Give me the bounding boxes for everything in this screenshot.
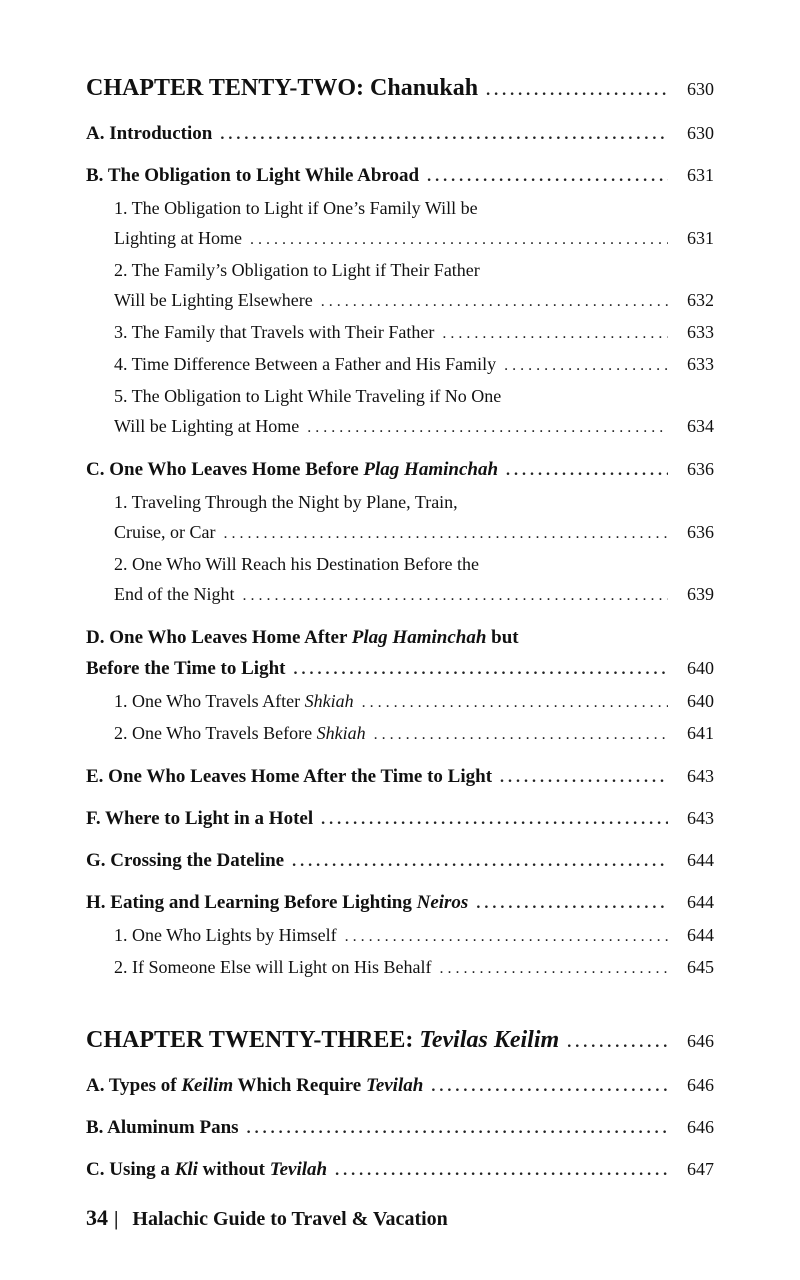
section-title: E. One Who Leaves Home After the Time to Light (86, 766, 493, 787)
subsection-h2[interactable] (86, 952, 714, 984)
page-number: 646 (687, 1075, 714, 1095)
table-of-contents (86, 70, 714, 1187)
page-number: 644 (687, 850, 714, 870)
chapter-22-entry[interactable] (86, 70, 714, 107)
chapter-23-entry[interactable] (86, 1022, 714, 1059)
subsection-line: 1. The Obligation to Light if One’s Family Will be (114, 198, 478, 218)
section-g[interactable] (86, 845, 714, 876)
section-title: C. One Who Leaves Home Before Plag Haminchah (86, 459, 499, 480)
subsection-line: 3. The Family that Travels with Their Father (114, 322, 435, 342)
leader-dots (486, 82, 668, 100)
subsection-line: Cruise, or Car (114, 522, 216, 542)
leader-dots (293, 661, 668, 679)
section-title: B. Aluminum Pans (86, 1117, 239, 1138)
page-number: 631 (687, 165, 714, 185)
subsection-d2[interactable] (86, 718, 714, 750)
page-number: 633 (687, 354, 714, 374)
section-a[interactable] (86, 118, 714, 149)
page-number: 630 (687, 123, 714, 143)
section-title-line2: Before the Time to Light (86, 658, 286, 679)
page-number: 631 (687, 228, 714, 248)
page-number: 646 (687, 1031, 714, 1051)
page-number: 643 (687, 766, 714, 786)
leader-dots (362, 688, 668, 718)
subsection-b4[interactable] (86, 349, 714, 381)
leader-dots (427, 168, 668, 186)
subsection-b3[interactable] (86, 317, 714, 349)
section-c[interactable] (86, 454, 714, 485)
leader-dots (374, 720, 668, 750)
section-title: D. One Who Leaves Home After Plag Haminchah but (86, 627, 519, 648)
leader-dots (442, 319, 668, 349)
page-number: 636 (687, 459, 714, 479)
page-number: 634 (687, 416, 714, 436)
section-d[interactable] (86, 622, 714, 684)
subsection-line: Will be Lighting at Home (114, 416, 300, 436)
leader-dots (335, 1162, 668, 1180)
subsection-c1[interactable] (86, 487, 714, 549)
subsection-line: End of the Night (114, 584, 235, 604)
section-title: F. Where to Light in a Hotel (86, 808, 314, 829)
page-number: 644 (687, 892, 714, 912)
chapter-23-section-a[interactable] (86, 1070, 714, 1101)
page-number: 645 (687, 957, 714, 977)
subsection-line: 2. If Someone Else will Light on His Behalf (114, 957, 432, 977)
leader-dots (321, 287, 668, 317)
leader-dots (439, 954, 668, 984)
leader-dots (504, 351, 668, 381)
leader-dots (242, 581, 668, 611)
section-title: H. Eating and Learning Before Lighting Neiros (86, 892, 469, 913)
page-number: 636 (687, 522, 714, 542)
page-number: 640 (687, 658, 714, 678)
subsection-c2[interactable] (86, 549, 714, 611)
subsection-line: 1. One Who Lights by Himself (114, 925, 337, 945)
leader-dots (223, 519, 668, 549)
page-number: 641 (687, 723, 714, 743)
leader-dots (476, 895, 668, 913)
section-title: A. Introduction (86, 123, 213, 144)
chapter-title: CHAPTER TENTY-TWO: Chanukah (86, 75, 479, 101)
subsection-h1[interactable] (86, 920, 714, 952)
subsection-line: 1. Traveling Through the Night by Plane, Train, (114, 492, 458, 512)
leader-dots (321, 811, 668, 829)
footer-separator: | (114, 1208, 119, 1230)
page-number: 647 (687, 1159, 714, 1179)
subsection-line: 4. Time Difference Between a Father and His Family (114, 354, 497, 374)
leader-dots (567, 1034, 668, 1052)
leader-dots (431, 1078, 668, 1096)
subsection-b5[interactable] (86, 381, 714, 443)
page-number: 644 (687, 925, 714, 945)
section-title: G. Crossing the Dateline (86, 850, 285, 871)
subsection-line: Will be Lighting Elsewhere (114, 290, 313, 310)
leader-dots (220, 126, 668, 144)
leader-dots (506, 462, 668, 480)
section-h[interactable] (86, 887, 714, 918)
subsection-b1[interactable] (86, 193, 714, 255)
page-number: 643 (687, 808, 714, 828)
chapter-23-section-c[interactable] (86, 1154, 714, 1185)
subsection-line: Lighting at Home (114, 228, 242, 248)
leader-dots (247, 1120, 668, 1138)
page-number: 646 (687, 1117, 714, 1137)
chapter-title: CHAPTER TWENTY-THREE: Tevilas Keilim (86, 1027, 560, 1053)
page-number: 639 (687, 584, 714, 604)
subsection-line: 1. One Who Travels After Shkiah (114, 691, 354, 711)
leader-dots (307, 413, 668, 443)
subsection-line: 5. The Obligation to Light While Traveling if No One (114, 386, 502, 406)
folio-number: 34 (86, 1205, 108, 1230)
page-footer (86, 1205, 448, 1231)
subsection-d1[interactable] (86, 686, 714, 718)
running-book-title: Halachic Guide to Travel & Vacation (132, 1208, 448, 1230)
subsection-line: 2. One Who Travels Before Shkiah (114, 723, 366, 743)
section-title: A. Types of Keilim Which Require Tevilah (86, 1075, 424, 1096)
section-e[interactable] (86, 761, 714, 792)
section-b[interactable] (86, 160, 714, 191)
chapter-23-section-b[interactable] (86, 1112, 714, 1143)
leader-dots (250, 225, 668, 255)
page-number: 632 (687, 290, 714, 310)
page-number: 630 (687, 79, 714, 99)
leader-dots (292, 853, 668, 871)
page-number: 633 (687, 322, 714, 342)
section-title: C. Using a Kli without Tevilah (86, 1159, 328, 1180)
subsection-line: 2. One Who Will Reach his Destination Before the (114, 554, 480, 574)
page-number: 640 (687, 691, 714, 711)
leader-dots (500, 769, 668, 787)
leader-dots (345, 922, 668, 952)
subsection-b2[interactable] (86, 255, 714, 317)
section-title: B. The Obligation to Light While Abroad (86, 165, 420, 186)
section-f[interactable] (86, 803, 714, 834)
subsection-line: 2. The Family’s Obligation to Light if Their Father (114, 260, 480, 280)
